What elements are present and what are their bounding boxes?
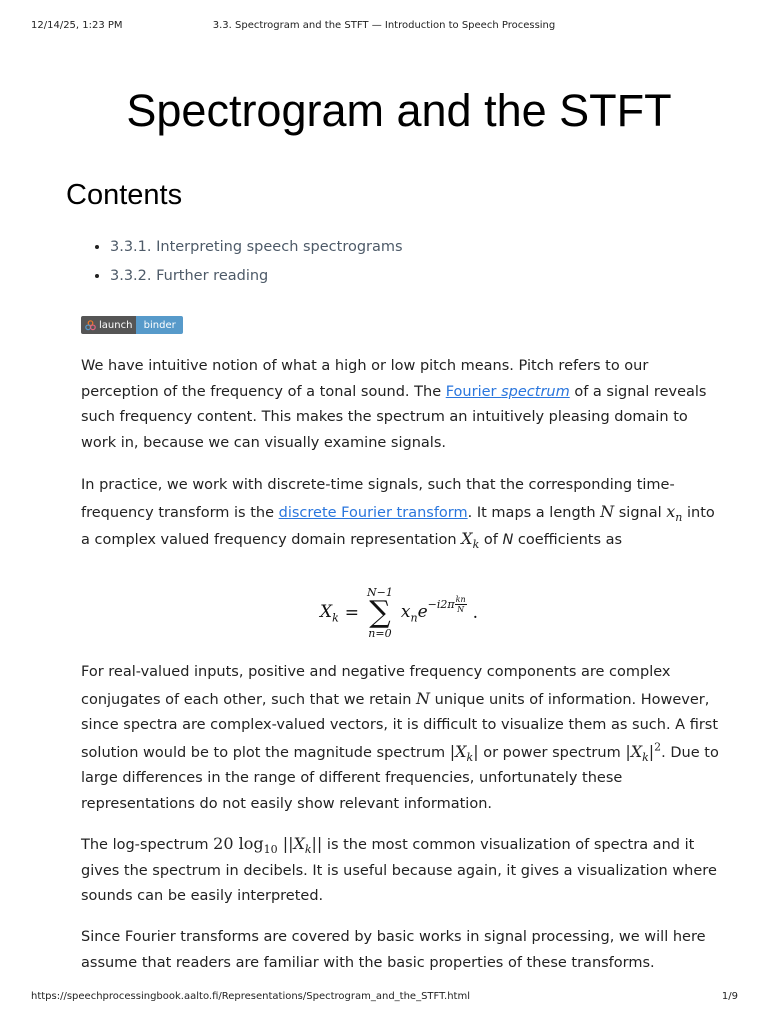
math-subscript: k xyxy=(472,538,480,552)
eq-subscript: n xyxy=(410,611,418,625)
eq-exp-base: e xyxy=(417,601,428,622)
toc-item xyxy=(110,233,403,262)
math-subscript: k xyxy=(466,750,474,764)
math-log-spectrum xyxy=(213,834,323,857)
math-X-k xyxy=(461,529,480,552)
math-x-n xyxy=(666,501,683,524)
eq-sum-lower: n=0 xyxy=(368,627,392,640)
dft-link[interactable]: discrete Fourier transform xyxy=(278,504,468,521)
dft-equation xyxy=(0,581,768,645)
text-span: or power spectrum xyxy=(478,744,626,761)
paragraph-dft xyxy=(81,473,726,554)
math-bar: || xyxy=(282,834,294,853)
math-subscript: 10 xyxy=(263,843,278,857)
text-span: . It maps a length xyxy=(467,504,601,521)
eq-summation xyxy=(367,587,393,639)
paragraph-intro xyxy=(81,354,726,456)
paragraph-magnitude xyxy=(81,660,726,817)
text-span: signal xyxy=(614,504,667,521)
text-span: . Due to large differences in the range of different frequencies, unfortunately these representations do not easily show relevant information. xyxy=(81,744,719,812)
eq-symbol: X xyxy=(320,601,333,622)
math-bar: | xyxy=(648,741,655,761)
text-span: is the most common visualization of spectra and it gives the spectrum in decibels. It is useful because again, it gives a visualization where sounds can be easily interpreted. xyxy=(81,837,717,904)
eq-subscript: k xyxy=(332,611,339,625)
eq-sum-symbol: ∑ xyxy=(369,595,391,630)
text-span: Since Fourier transforms are covered by basic works in signal processing, we will here assume that readers are familiar with the basic properties of these transforms. xyxy=(81,929,706,971)
text-span: For real-valued inputs, positive and negative frequency components are complex conjugates of each other, such that we retain xyxy=(81,664,671,708)
math-bar: | xyxy=(473,741,479,761)
contents-heading: Contents xyxy=(66,179,183,211)
eq-lhs xyxy=(320,602,339,624)
math-subscript: n xyxy=(675,510,683,524)
math-symbol: X xyxy=(455,741,467,761)
text-span: of xyxy=(479,532,503,548)
eq-period: . xyxy=(472,603,478,623)
eq-exponent xyxy=(427,595,467,615)
binder-badge-right xyxy=(136,316,183,334)
eq-term xyxy=(400,595,467,625)
print-footer xyxy=(0,991,768,1005)
math-function: log xyxy=(238,834,264,853)
eq-equals: = xyxy=(344,603,360,623)
text-span: The log-spectrum xyxy=(81,837,214,853)
math-symbol: X xyxy=(293,834,305,853)
math-symbol: X xyxy=(630,741,643,761)
math-N: N xyxy=(600,501,615,521)
launch-binder-badge[interactable] xyxy=(81,316,183,334)
text-span: In practice, we work with discrete-time signals, such that the corresponding time-frequency transform is the xyxy=(81,477,675,521)
print-header xyxy=(0,20,768,34)
toc-item xyxy=(110,262,403,291)
math-superscript: 2 xyxy=(654,740,662,754)
math-bar: || xyxy=(311,834,323,853)
print-doc-title: 3.3. Spectrogram and the STFT — Introduction to Speech Processing xyxy=(212,20,556,31)
text-span: of a signal reveals such frequency content. This makes the spectrum an intuitively pleasing domain to work in, because we can visually examine signals. xyxy=(81,383,707,451)
binder-badge-left xyxy=(81,316,136,334)
print-page-number: 1/9 xyxy=(721,991,738,1002)
text-span: We have intuitive notion of what a high or low pitch means. Pitch refers to our perception of the frequency of a tonal sound. The xyxy=(81,358,649,400)
math-abs-X-k-squared xyxy=(625,740,662,764)
text-italic-N: N xyxy=(502,532,514,548)
toc-link-further-reading[interactable]: 3.3.2. Further reading xyxy=(110,268,269,284)
link-text-fourier: Fourier xyxy=(445,383,497,400)
eq-sum-upper: N−1 xyxy=(367,586,393,599)
math-subscript: k xyxy=(642,750,649,764)
fourier-spectrum-link[interactable] xyxy=(446,384,570,400)
paragraph-assumption xyxy=(81,925,726,976)
toc-link-interpreting-spectrograms[interactable]: 3.3.1. Interpreting speech spectrograms xyxy=(110,239,403,255)
text-span: unique units of information. However, since spectra are complex-valued vectors, it is difficult to visualize them as such. A first solution would be to plot the magnitude spectrum xyxy=(81,691,719,761)
print-url: https://speechprocessingbook.aalto.fi/Representations/Spectrogram_and_the_STFT.html xyxy=(31,991,470,1002)
math-bar: | xyxy=(625,741,631,761)
math-bar: | xyxy=(449,741,456,761)
print-datetime: 12/14/25, 1:23 PM xyxy=(31,20,123,31)
binder-badge-right-label: binder xyxy=(143,319,176,331)
math-number: 20 xyxy=(213,834,234,853)
binder-badge-left-label: launch xyxy=(99,319,133,331)
link-text-spectrum: spectrum xyxy=(501,383,570,400)
eq-fraction xyxy=(455,595,467,614)
math-symbol: x xyxy=(666,501,676,521)
math-N: N xyxy=(416,688,431,708)
binder-logo-icon xyxy=(85,320,96,331)
table-of-contents xyxy=(80,233,403,291)
eq-frac-den: N xyxy=(457,605,465,615)
eq-exp-prefix: −i2π xyxy=(427,597,455,611)
text-span: into a complex valued frequency domain representation xyxy=(81,504,715,548)
eq-symbol: x xyxy=(400,601,411,622)
eq-frac-num: kn xyxy=(455,595,466,605)
math-abs-X-k xyxy=(449,741,479,764)
page-title: Spectrogram and the STFT xyxy=(126,85,672,136)
paragraph-log-spectrum xyxy=(81,831,726,910)
math-subscript: k xyxy=(304,843,312,857)
text-span: coefficients as xyxy=(513,532,623,548)
math-symbol: X xyxy=(461,529,473,548)
